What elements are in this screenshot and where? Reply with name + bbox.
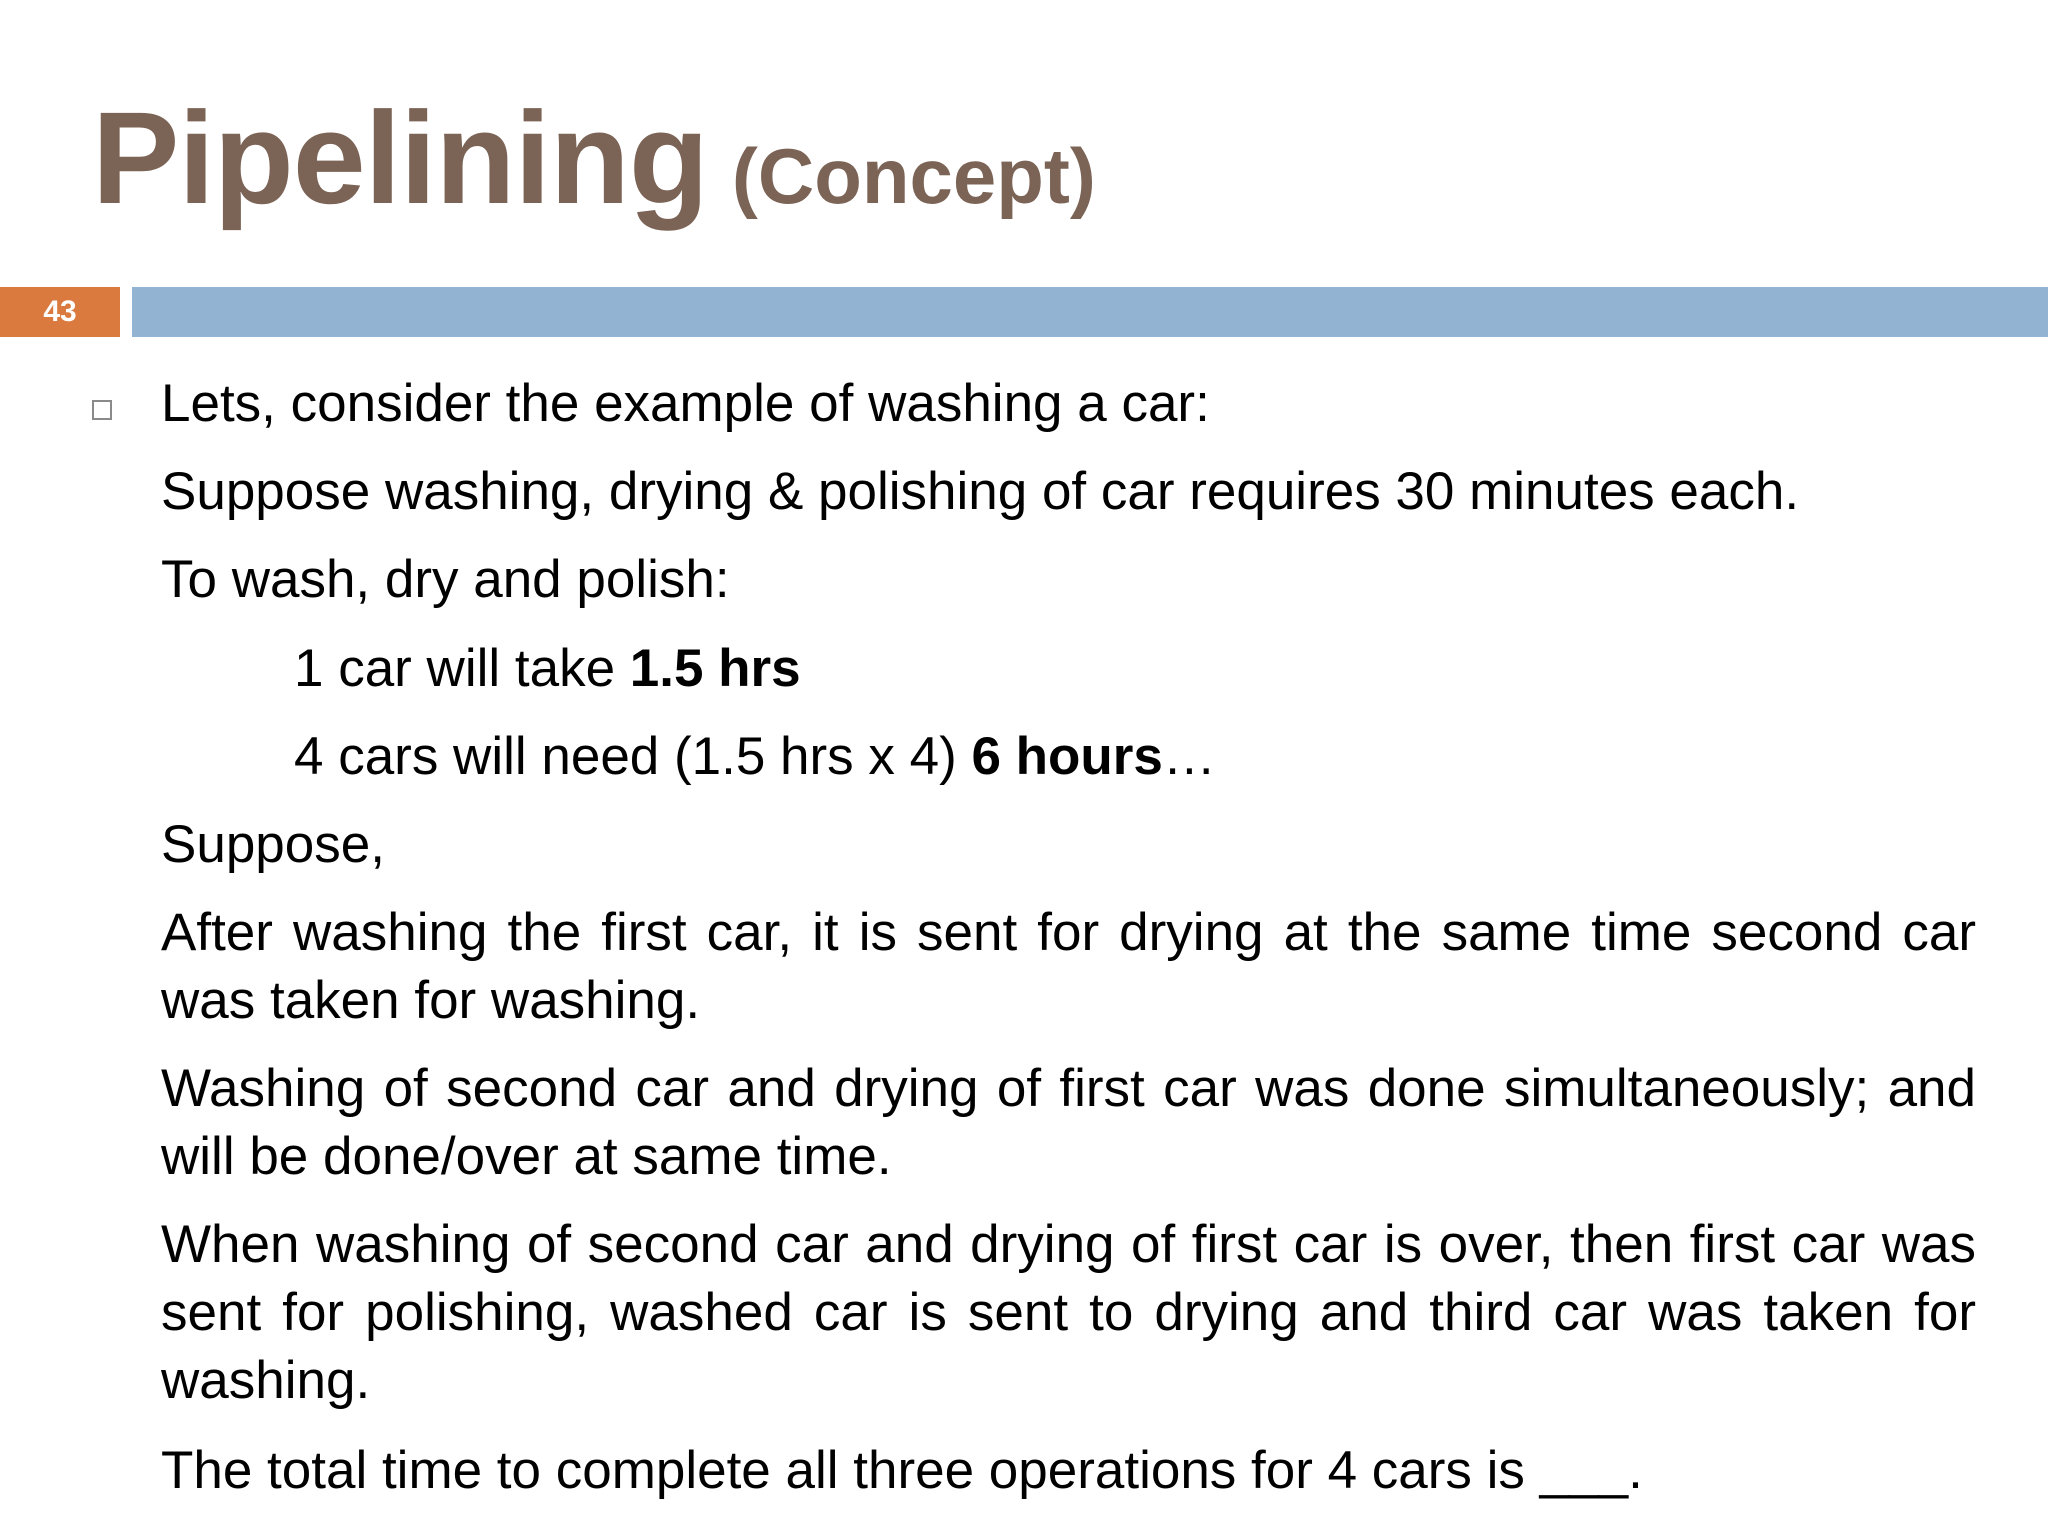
paragraph-simultaneous: Washing of second car and drying of first car was done simultaneously; and will be done/over at same time. — [161, 1059, 1976, 1186]
one-car-text: 1 car will take — [294, 639, 630, 698]
times-line: Suppose washing, drying & polishing of car requires 30 minutes each. — [161, 462, 1800, 521]
suppose-line: Suppose, — [161, 815, 385, 874]
paragraph-polishing: When washing of second car and drying of first car is over, then first car was sent for polishing, washed car is sent to drying and third car was taken for washing. — [161, 1215, 1976, 1410]
four-cars-ellipsis: … — [1162, 727, 1216, 786]
four-cars-line — [294, 723, 1216, 791]
four-cars-text: 4 cars will need (1.5 hrs x 4) — [294, 727, 972, 786]
paragraph-first-car-drying: After washing the first car, it is sent for drying at the same time second car was taken for washing. — [161, 903, 1976, 1030]
slide-title-main: Pipelining — [92, 84, 708, 231]
wash-dry-polish-line: To wash, dry and polish: — [161, 550, 730, 609]
square-bullet-icon — [92, 400, 112, 420]
intro-line: Lets, consider the example of washing a car: — [161, 374, 1210, 433]
slide-number: 43 — [0, 287, 120, 337]
four-cars-time: 6 hours — [971, 727, 1163, 786]
one-car-time: 1.5 hrs — [629, 639, 801, 698]
question-line: The total time to complete all three operations for 4 cars is ___. — [161, 1441, 1643, 1500]
one-car-line — [294, 635, 801, 703]
slide-title-subtitle: (Concept) — [731, 132, 1096, 220]
